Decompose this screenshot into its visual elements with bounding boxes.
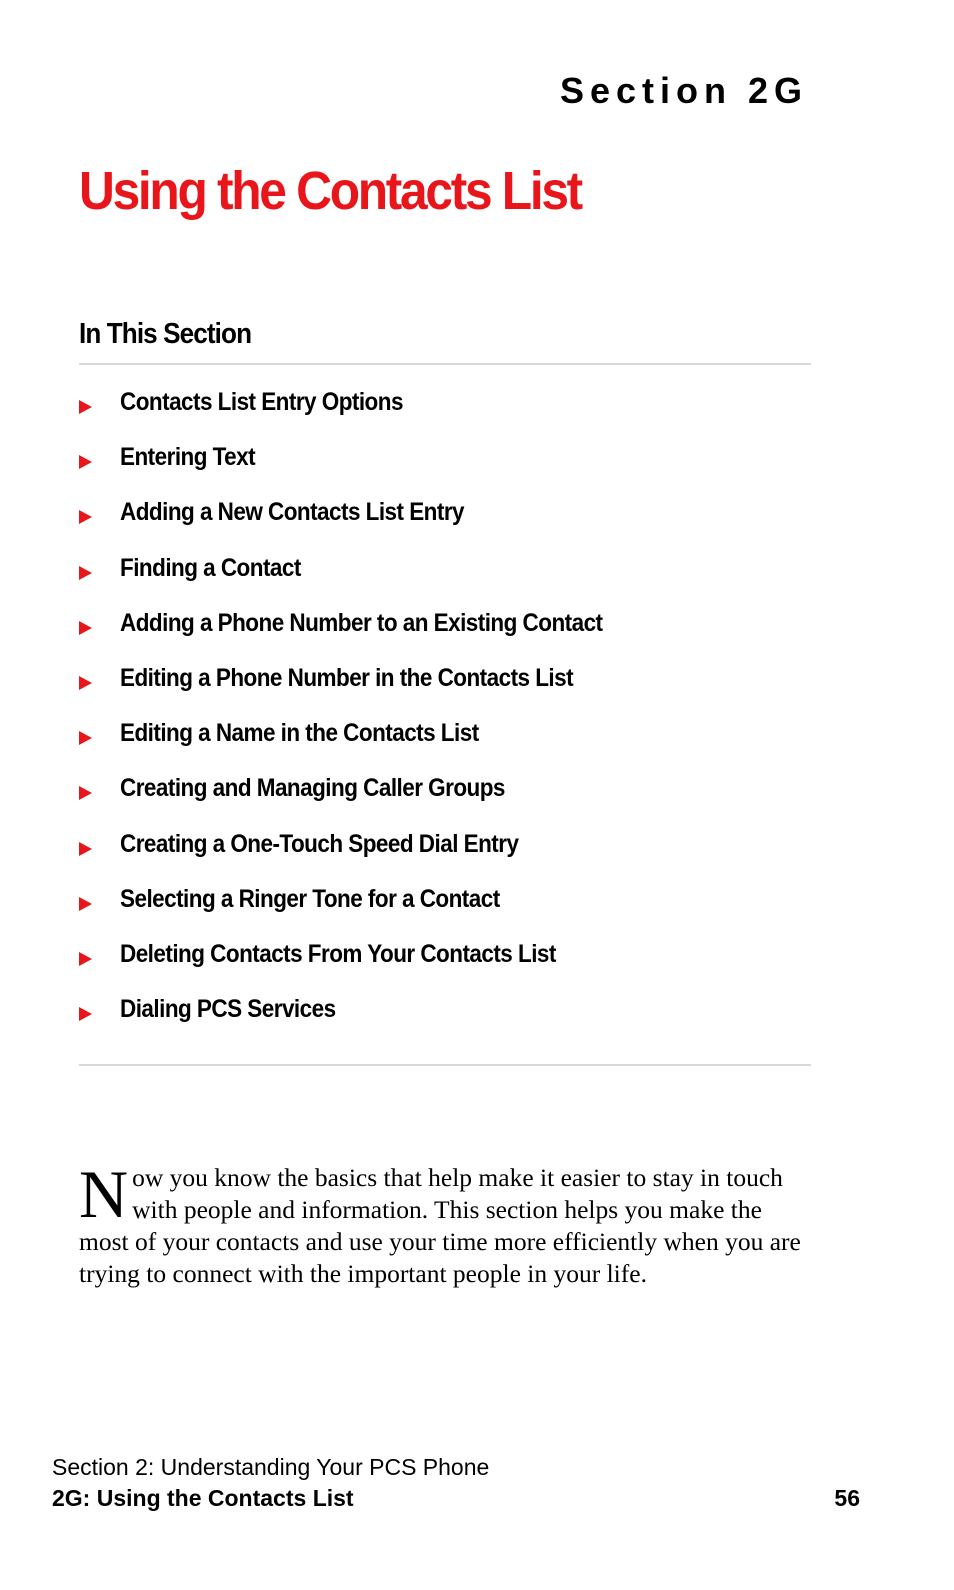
intro-paragraph <box>79 1155 814 1290</box>
topic-label: Entering Text <box>120 443 256 472</box>
red-triangle-bullet-icon <box>79 676 92 690</box>
red-triangle-bullet-icon <box>79 621 92 635</box>
footer-chapter-title: 2G: Using the Contacts List <box>52 1485 354 1511</box>
section-label: Section 2G <box>559 70 808 111</box>
topic-label: Deleting Contacts From Your Contacts List <box>120 939 556 968</box>
topic-label: Creating and Managing Caller Groups <box>120 774 505 803</box>
topic-label: Dialing PCS Services <box>120 995 336 1024</box>
topic-label: Editing a Name in the Contacts List <box>120 719 479 748</box>
red-triangle-bullet-icon <box>79 510 92 524</box>
footer-section-title: Section 2: Understanding Your PCS Phone <box>52 1454 490 1480</box>
red-triangle-bullet-icon <box>79 897 92 911</box>
red-triangle-bullet-icon <box>79 455 92 469</box>
page-number: 56 <box>834 1485 860 1511</box>
topic-label: Creating a One-Touch Speed Dial Entry <box>120 829 519 858</box>
in-this-section-heading: In This Section <box>79 318 252 350</box>
topic-label: Contacts List Entry Options <box>120 388 403 416</box>
red-triangle-bullet-icon <box>79 731 92 745</box>
red-triangle-bullet-icon <box>79 566 92 580</box>
topic-label: Finding a Contact <box>120 553 301 582</box>
topic-label: Adding a Phone Number to an Existing Contact <box>120 608 603 637</box>
topic-label: Selecting a Ringer Tone for a Contact <box>120 884 500 913</box>
topic-label: Adding a New Contacts List Entry <box>120 498 465 527</box>
bottom-divider <box>79 1064 811 1066</box>
red-triangle-bullet-icon <box>79 1007 92 1021</box>
red-triangle-bullet-icon <box>79 400 92 414</box>
red-triangle-bullet-icon <box>79 952 92 966</box>
red-triangle-bullet-icon <box>79 786 92 800</box>
intro-text: ow you know the basics that help make it easier to stay in touch with people and information. This section helps you make the most of your contacts and use your time more efficiently when you are trying to connect with the important people in your life. <box>79 1162 801 1288</box>
page-title: Using the Contacts List <box>79 161 581 221</box>
red-triangle-bullet-icon <box>79 842 92 856</box>
topic-label: Editing a Phone Number in the Contacts List <box>120 663 574 692</box>
drop-cap: N <box>79 1155 129 1232</box>
top-divider <box>79 363 811 365</box>
